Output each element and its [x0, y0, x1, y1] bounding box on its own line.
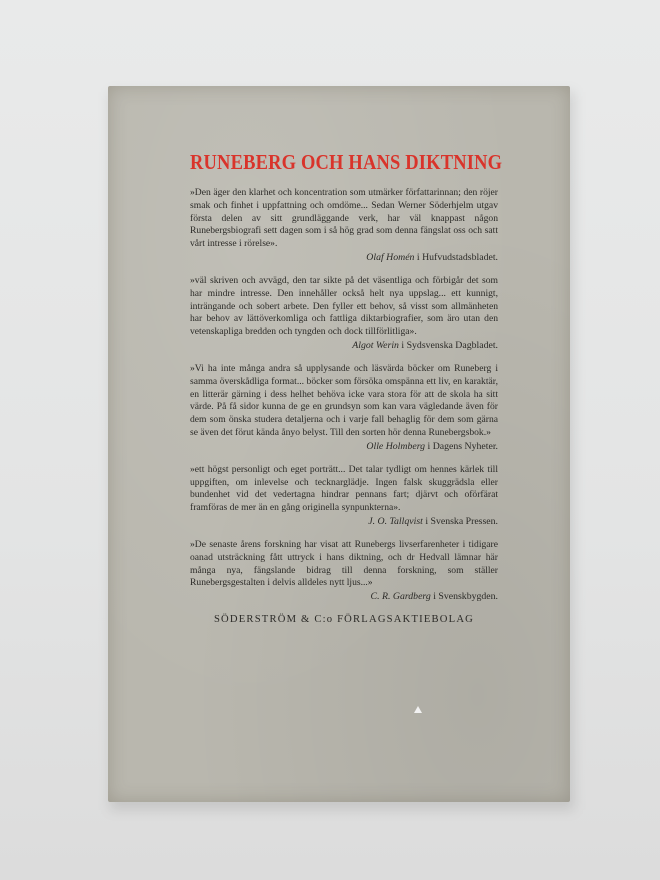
publisher-imprint: SÖDERSTRÖM & C:o FÖRLAGSAKTIEBOLAG — [213, 614, 475, 626]
review-source: i Hufvudstadsbladet. — [416, 251, 498, 263]
review-text: »Vi ha inte många andra så upplysande och läsvärda böcker om Runeberg i samma överskådliga format... böcker som försöka omspänna ett liv, en karaktär, en litterär gärning i dess helhet behöva icke vara stora för att de skola ha sitt värde. På få sidor kunna de ge en grundsyn som kan vara vägledande även för dem som önska studera detaljerna och i varje fall behaglig för dem som gärna se även det förut kända ånyo belyst. Till den sorten hör denna Runebergsbok.» — [190, 362, 498, 438]
review-signature — [190, 251, 498, 264]
review-2 — [190, 275, 498, 352]
review-author: Algot Werin — [352, 339, 399, 351]
review-author: Olaf Homén — [366, 251, 415, 263]
review-1 — [190, 187, 498, 264]
review-author: J. O. Tallqvist — [368, 515, 423, 527]
review-author: C. R. Gardberg — [370, 591, 431, 603]
review-signature — [190, 440, 498, 453]
review-signature — [190, 515, 498, 528]
review-signature — [190, 590, 498, 603]
cover-tear-mark — [414, 706, 422, 713]
review-source: i Sydsvenska Dagbladet. — [401, 339, 498, 351]
review-signature — [190, 339, 498, 352]
review-text: »Den äger den klarhet och koncentration som utmärker författarinnan; den röjer smak och finhet i uppfattning och omdöme... Sedan Werner Söderhjelm utgav första delen av sitt grundläggande verk, har väl knappast någon Runebergsbiografi sett dagen som i så hög grad som denna fängslat oss och satt vårt intresse i rörelse». — [190, 187, 498, 250]
book-title: RUNEBERG OCH HANS DIKTNING — [190, 150, 503, 174]
review-text: »väl skriven och avvägd, den tar sikte på det väsentliga och förbigår det som har mindre intresse. Den innehåller också helt nya uppslag... ett kunnigt, inträngande och sobert arbete. Den fyller ett behov, så visst som allmänheten har behov av lättöverkomliga och fattliga diktarbiografier, som äro utan den vetenskapliga bredden och tyngden och dock tillförlitliga». — [190, 274, 498, 338]
review-text: »ett högst personligt och eget porträtt... Det talar tydligt om hennes kärlek till uppgiften, om inlevelse och tecknarglädje. Ingen falsk skuggrädsla eller bundenhet vid det vedertagna hindrar pennans fart; djärvt och oförfärat framföras de mer än en gång originella synpunkterna». — [190, 463, 498, 514]
review-author: Olle Holmberg — [366, 440, 426, 452]
review-source: i Dagens Nyheter. — [427, 440, 498, 452]
review-5 — [190, 539, 498, 603]
cover-text — [190, 150, 503, 626]
review-source: i Svenska Pressen. — [425, 515, 498, 527]
review-source: i Svenskbygden. — [433, 591, 498, 603]
review-text: »De senaste årens forskning har visat att Runebergs livserfarenheter i tidigare oanad utsträckning fått uttryck i hans diktning, och dr Hedvall lämnar här många nya, fängslande bidrag till denna forskning, som ställer Runebergsgestalten i delvis alldeles nytt ljus...» — [190, 538, 498, 589]
review-3 — [190, 363, 498, 453]
review-4 — [190, 464, 498, 528]
